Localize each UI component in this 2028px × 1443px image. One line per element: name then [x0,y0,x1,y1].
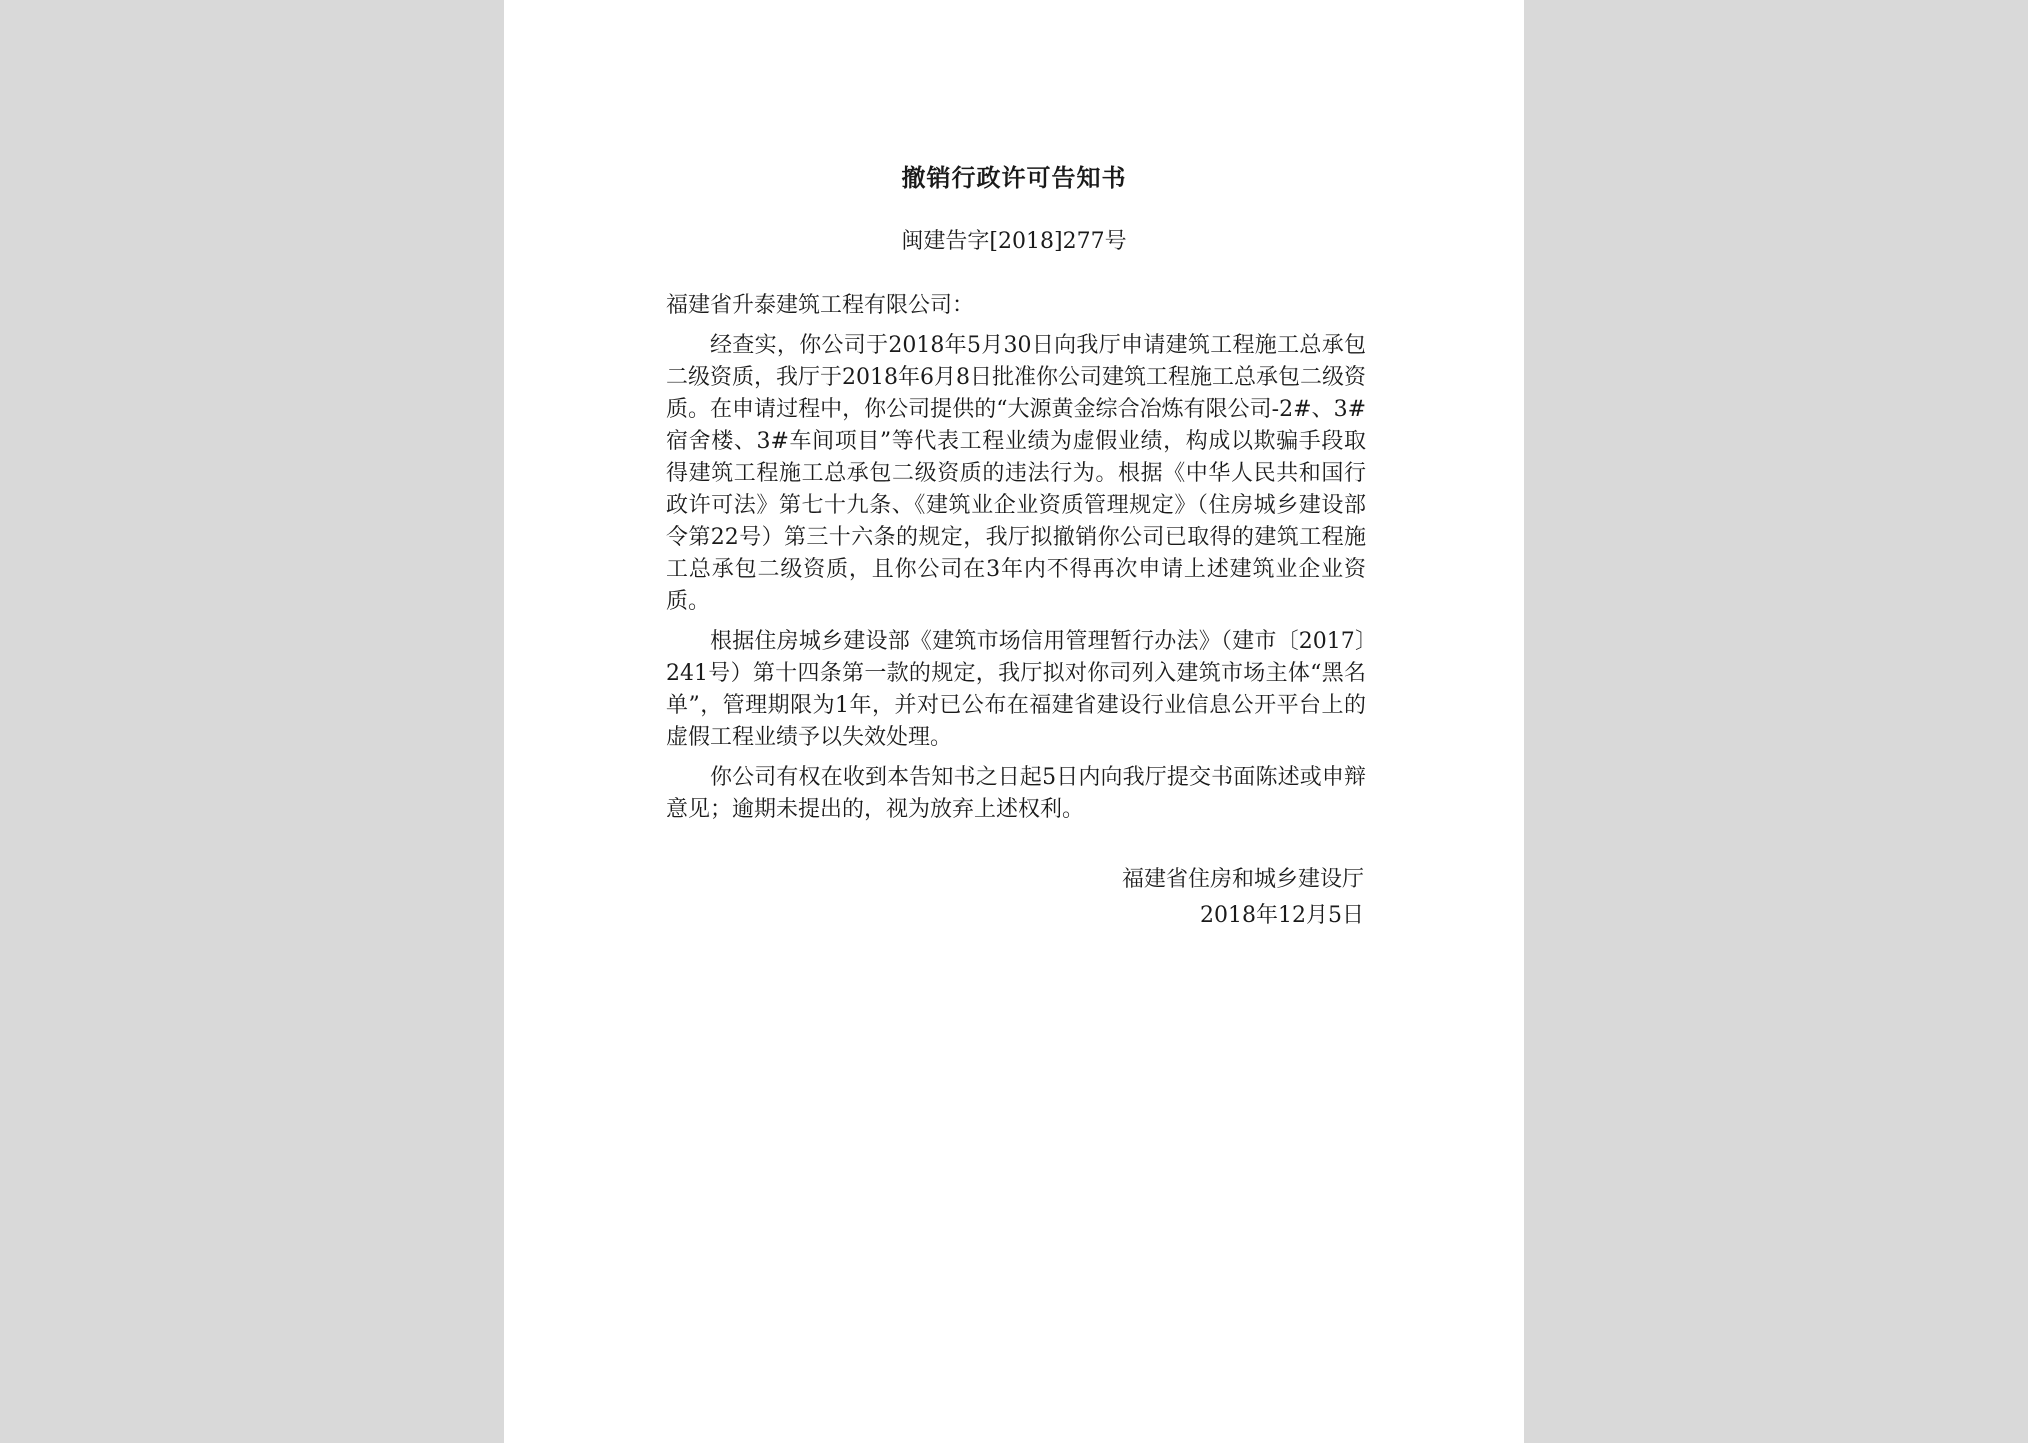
signature-block [1122,862,1364,934]
paragraph-blacklist: 根据住房城乡建设部《建筑市场信用管理暂行办法》（建市〔2017〕241号）第十四条第一款的规定，我厅拟对你司列入建筑市场主体“黑名单”，管理期限为1年，并对已公布在福建省建设行业信息公开平台上的虚假工程业绩予以失效处理。 [666,629,1366,750]
document-page [504,0,1524,1443]
document-body [666,290,1366,834]
paragraph-findings: 经查实，你公司于2018年5月30日向我厅申请建筑工程施工总承包二级资质，我厅于2018年6月8日批准你公司建筑工程施工总承包二级资质。在申请过程中，你公司提供的“大源黄金综合冶炼有限公司-2#、3#宿舍楼、3#车间项目”等代表工程业绩为虚假业绩，构成以欺骗手段取得建筑工程施工总承包二级资质的违法行为。根据《中华人民共和国行政许可法》第七十九条、《建筑业企业资质管理规定》（住房城乡建设部令第22号）第三十六条的规定，我厅拟撤销你公司已取得的建筑工程施工总承包二级资质，且你公司在3年内不得再次申请上述建筑业企业资质。 [666,333,1366,614]
document-number: 闽建告字[2018]277号 [901,229,1127,254]
issue-date: 2018年12月5日 [1200,903,1364,928]
recipient: 福建省升泰建筑工程有限公司： [666,293,975,318]
paragraph-rights: 你公司有权在收到本告知书之日起5日内向我厅提交书面陈述或申辩意见；逾期未提出的，视为放弃上述权利。 [666,765,1366,822]
issuer: 福建省住房和城乡建设厅 [1121,867,1364,892]
document-title: 撤销行政许可告知书 [901,163,1127,192]
